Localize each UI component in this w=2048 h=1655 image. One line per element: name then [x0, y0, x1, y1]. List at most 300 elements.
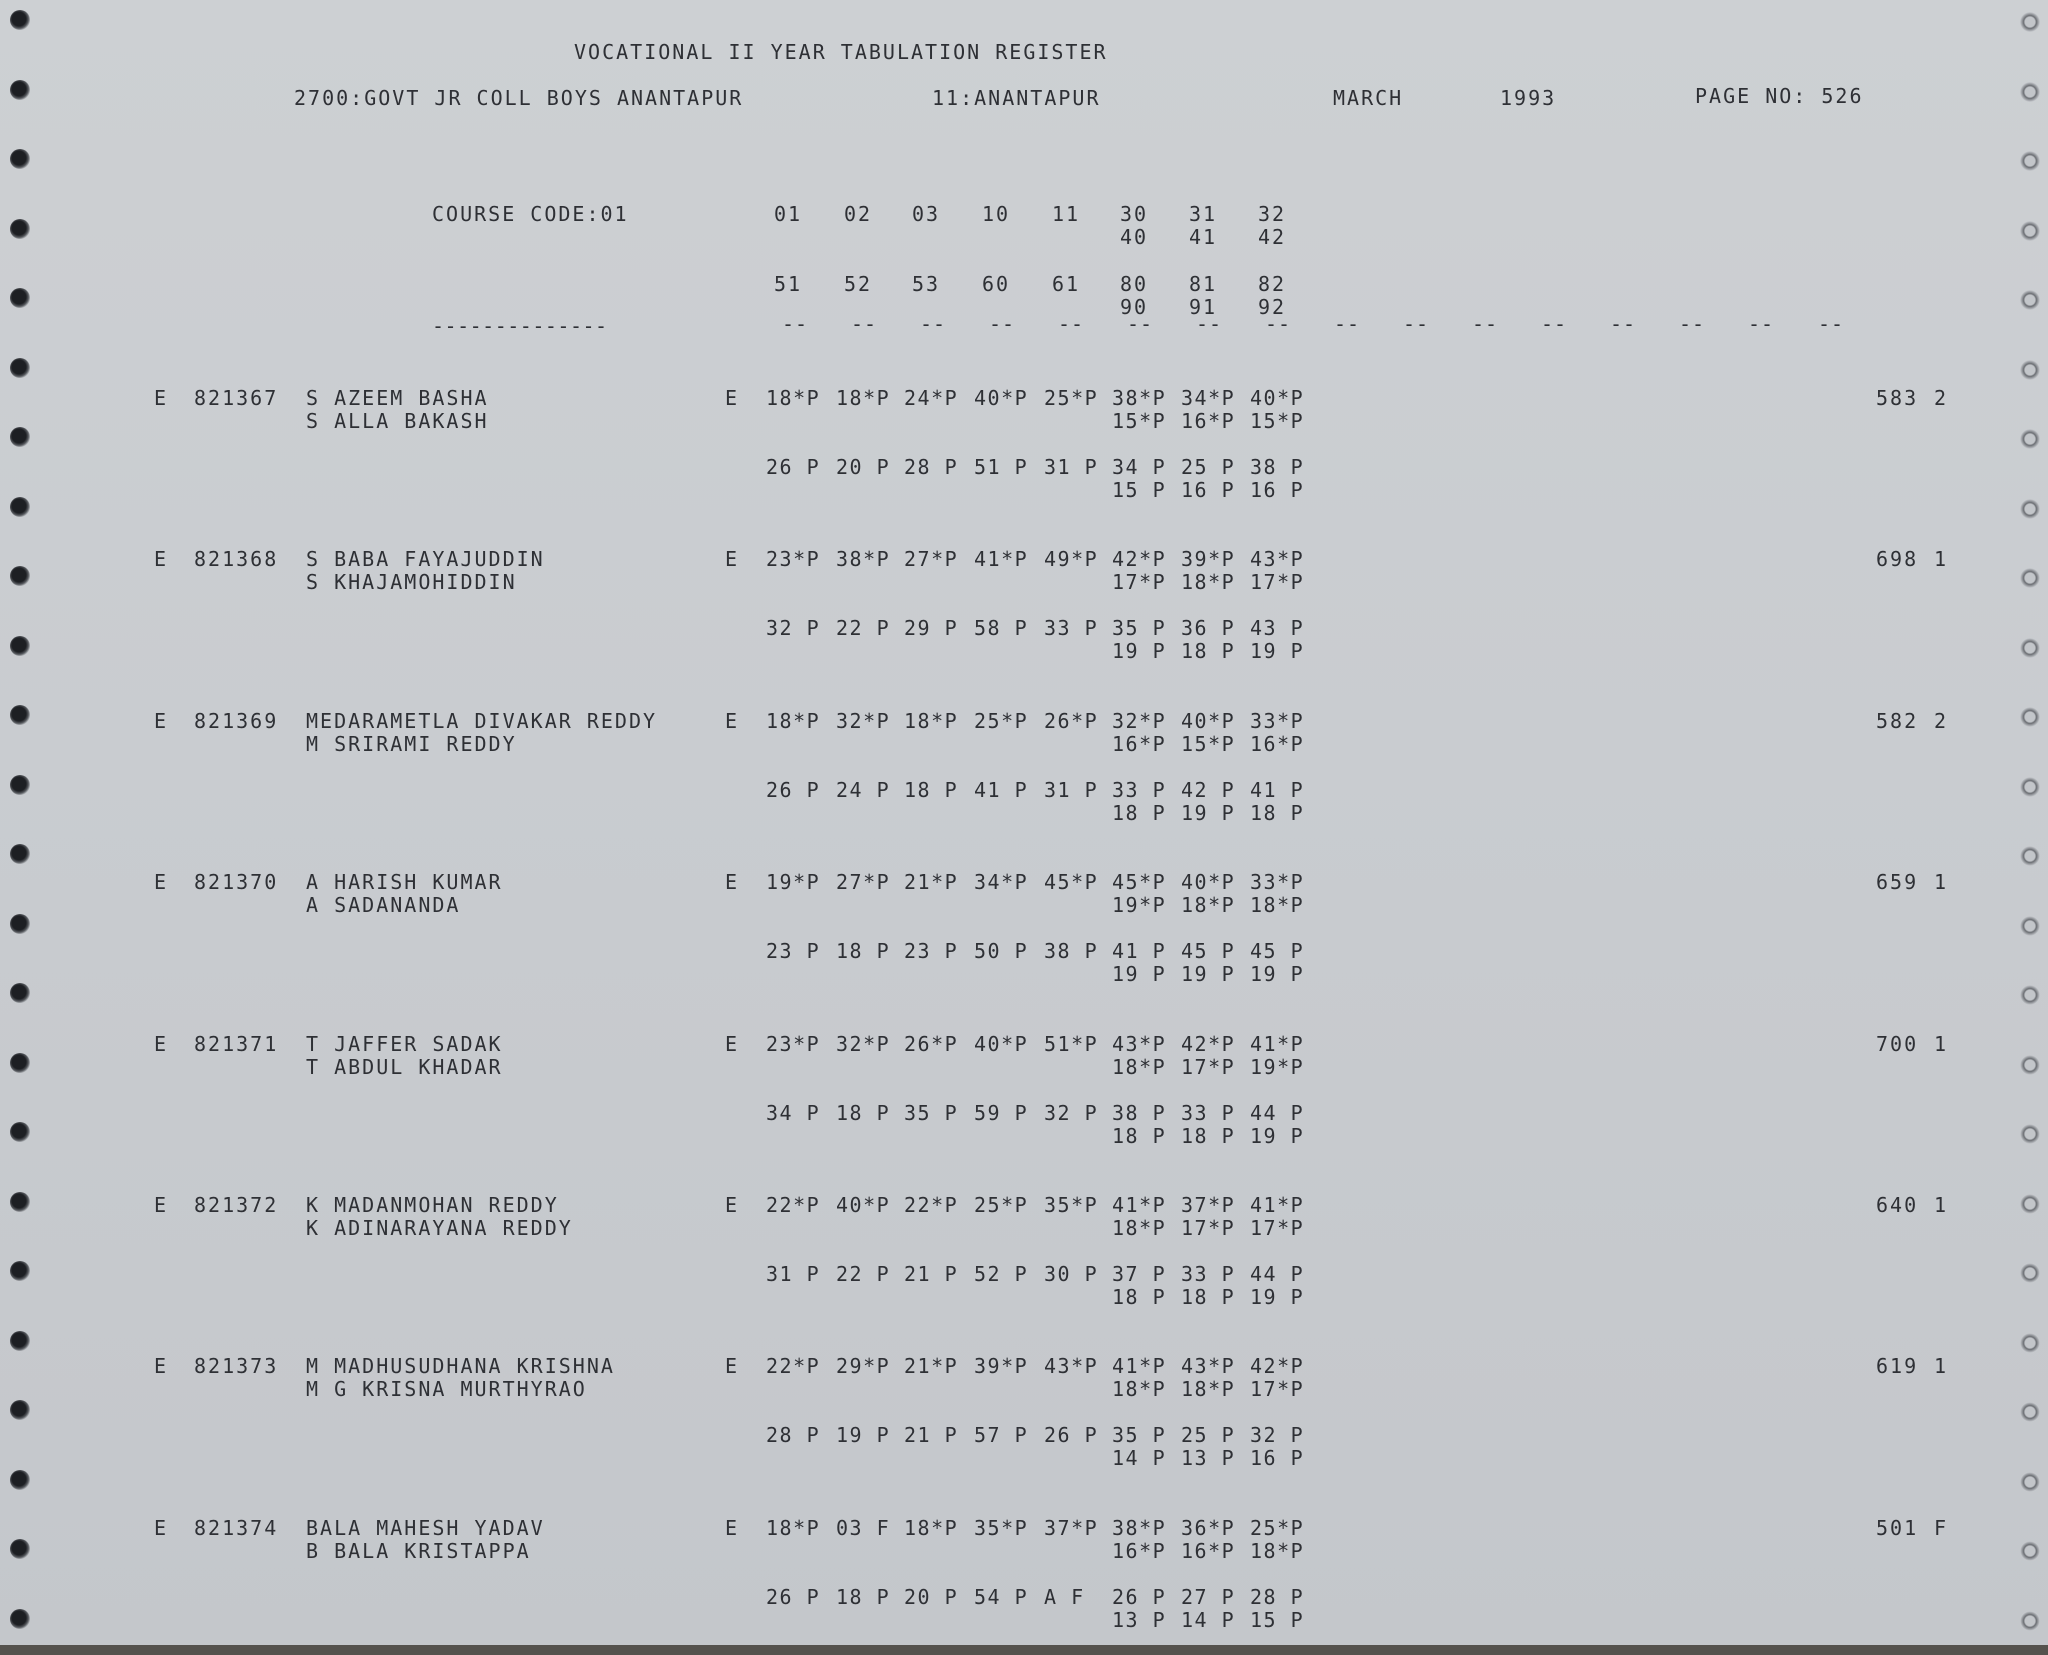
tractor-hole [10, 1261, 30, 1281]
total-marks: 619 [1876, 1354, 1919, 1378]
subject-mark: 13 P [1112, 1608, 1167, 1632]
subject-mark: 32 P [1250, 1423, 1305, 1447]
subject-mark: 03 F [836, 1516, 891, 1540]
tractor-hole [2020, 985, 2040, 1005]
tractor-hole [2020, 846, 2040, 866]
subject-mark: 33*P [1250, 870, 1305, 894]
tractor-hole [2020, 1055, 2040, 1075]
subject-mark: 16 P [1181, 478, 1236, 502]
tractor-hole [10, 149, 30, 169]
subject-mark: 16*P [1112, 1539, 1167, 1563]
total-marks: 583 [1876, 386, 1919, 410]
subject-mark: 29*P [836, 1354, 891, 1378]
tractor-hole [10, 844, 30, 864]
subject-mark: 16 P [1250, 1446, 1305, 1470]
tractor-hole [2020, 429, 2040, 449]
column-dash: -- [920, 312, 947, 336]
subject-mark: 35*P [974, 1516, 1029, 1540]
column-dash: -- [851, 312, 878, 336]
subject-mark: 17*P [1112, 570, 1167, 594]
tractor-hole [2020, 1124, 2040, 1144]
subject-mark: 26 P [1044, 1423, 1099, 1447]
medium-code: E [725, 547, 740, 571]
column-dash: -- [1196, 312, 1223, 336]
subject-mark: 18*P [1112, 1377, 1167, 1401]
subject-code: 30 [1120, 202, 1149, 226]
subject-mark: 38*P [1112, 1516, 1167, 1540]
subject-mark: 23 P [766, 939, 821, 963]
tractor-hole [10, 358, 30, 378]
father-name: T ABDUL KHADAR [306, 1055, 503, 1079]
subject-mark: 34*P [1181, 386, 1236, 410]
subject-mark: 18*P [1250, 893, 1305, 917]
medium-code: E [725, 1193, 740, 1217]
subject-mark: 37*P [1044, 1516, 1099, 1540]
column-dash: -- [1679, 312, 1706, 336]
right-tractor-holes [2012, 0, 2048, 1655]
subject-mark: 45 P [1181, 939, 1236, 963]
student-name: K MADANMOHAN REDDY [306, 1193, 559, 1217]
subject-code: 41 [1189, 225, 1218, 249]
tractor-hole [2020, 1333, 2040, 1353]
tractor-hole [10, 219, 30, 239]
column-dash: -- [1610, 312, 1637, 336]
subject-mark: 28 P [766, 1423, 821, 1447]
subject-mark: 43*P [1181, 1354, 1236, 1378]
tractor-hole [2020, 777, 2040, 797]
exam-month: MARCH [1333, 86, 1404, 110]
tractor-hole [2020, 221, 2040, 241]
subject-mark: 18*P [1250, 1539, 1305, 1563]
tractor-hole [2020, 290, 2040, 310]
subject-mark: 18 P [836, 939, 891, 963]
subject-mark: 18 P [1112, 1124, 1167, 1148]
father-name: M G KRISNA MURTHYRAO [306, 1377, 587, 1401]
subject-mark: 17*P [1250, 1377, 1305, 1401]
subject-mark: 26 P [766, 778, 821, 802]
subject-mark: 23 P [904, 939, 959, 963]
subject-mark: 42*P [1250, 1354, 1305, 1378]
tractor-hole [2020, 1541, 2040, 1561]
father-name: A SADANANDA [306, 893, 461, 917]
result-division: 1 [1934, 1354, 1949, 1378]
subject-mark: 17*P [1250, 570, 1305, 594]
result-division: 2 [1934, 386, 1949, 410]
subject-mark: 21 P [904, 1262, 959, 1286]
category-code: E [154, 1193, 169, 1217]
subject-mark: 22 P [836, 1262, 891, 1286]
subject-code: 80 [1120, 272, 1149, 296]
total-marks: 501 [1876, 1516, 1919, 1540]
subject-mark: 21*P [904, 870, 959, 894]
subject-mark: 40*P [836, 1193, 891, 1217]
subject-mark: 19 P [1181, 962, 1236, 986]
subject-mark: 18 P [1250, 801, 1305, 825]
column-dash: -- [1058, 312, 1085, 336]
roll-number: 821374 [194, 1516, 279, 1540]
subject-mark: 17*P [1181, 1216, 1236, 1240]
subject-mark: 35*P [1044, 1193, 1099, 1217]
subject-mark: 32 P [1044, 1101, 1099, 1125]
subject-mark: A F [1044, 1585, 1085, 1609]
subject-mark: 35 P [1112, 616, 1167, 640]
subject-mark: 38 P [1112, 1101, 1167, 1125]
subject-mark: 15 P [1250, 1608, 1305, 1632]
subject-mark: 58 P [974, 616, 1029, 640]
tractor-hole [10, 1539, 30, 1559]
subject-mark: 34 P [1112, 455, 1167, 479]
subject-mark: 57 P [974, 1423, 1029, 1447]
subject-mark: 18*P [904, 709, 959, 733]
subject-mark: 20 P [904, 1585, 959, 1609]
category-code: E [154, 547, 169, 571]
subject-mark: 18*P [1112, 1055, 1167, 1079]
subject-code: 11 [1052, 202, 1081, 226]
total-marks: 640 [1876, 1193, 1919, 1217]
subject-mark: 18*P [836, 386, 891, 410]
result-division: 2 [1934, 709, 1949, 733]
subject-mark: 18 P [1181, 1124, 1236, 1148]
subject-mark: 17*P [1250, 1216, 1305, 1240]
subject-mark: 22*P [766, 1354, 821, 1378]
subject-mark: 26 P [1112, 1585, 1167, 1609]
subject-mark: 19 P [1112, 639, 1167, 663]
subject-code: 42 [1258, 225, 1287, 249]
exam-year: 1993 [1500, 86, 1557, 110]
medium-code: E [725, 1354, 740, 1378]
district-name: 11:ANANTAPUR [932, 86, 1101, 110]
tractor-hole [10, 983, 30, 1003]
subject-mark: 18 P [836, 1585, 891, 1609]
course-underline: -------------- [432, 314, 608, 338]
student-name: S BABA FAYAJUDDIN [306, 547, 545, 571]
subject-mark: 32*P [836, 1032, 891, 1056]
subject-mark: 21*P [904, 1354, 959, 1378]
tractor-hole [2020, 12, 2040, 32]
subject-mark: 19 P [836, 1423, 891, 1447]
tractor-hole [2020, 499, 2040, 519]
medium-code: E [725, 870, 740, 894]
roll-number: 821371 [194, 1032, 279, 1056]
subject-code: 92 [1258, 295, 1287, 319]
subject-mark: 27*P [904, 547, 959, 571]
subject-mark: 16*P [1181, 1539, 1236, 1563]
tractor-hole [10, 775, 30, 795]
total-marks: 659 [1876, 870, 1919, 894]
medium-code: E [725, 386, 740, 410]
subject-mark: 31 P [766, 1262, 821, 1286]
column-dash: -- [1541, 312, 1568, 336]
result-division: 1 [1934, 547, 1949, 571]
subject-mark: 33 P [1181, 1101, 1236, 1125]
subject-code: 03 [912, 202, 941, 226]
subject-mark: 19 P [1250, 1285, 1305, 1309]
subject-mark: 36*P [1181, 1516, 1236, 1540]
subject-mark: 24 P [836, 778, 891, 802]
subject-mark: 38 P [1250, 455, 1305, 479]
subject-code: 60 [982, 272, 1011, 296]
subject-mark: 40*P [974, 1032, 1029, 1056]
subject-mark: 14 P [1112, 1446, 1167, 1470]
tractor-hole [10, 1609, 30, 1629]
subject-mark: 41 P [1112, 939, 1167, 963]
subject-mark: 25 P [1181, 455, 1236, 479]
subject-mark: 24*P [904, 386, 959, 410]
tractor-hole [2020, 360, 2040, 380]
roll-number: 821370 [194, 870, 279, 894]
student-name: S AZEEM BASHA [306, 386, 489, 410]
subject-mark: 41*P [1250, 1193, 1305, 1217]
subject-mark: 28 P [904, 455, 959, 479]
subject-mark: 13 P [1181, 1446, 1236, 1470]
subject-mark: 40*P [1181, 870, 1236, 894]
subject-code: 51 [774, 272, 803, 296]
subject-mark: 21 P [904, 1423, 959, 1447]
subject-mark: 22*P [904, 1193, 959, 1217]
subject-mark: 49*P [1044, 547, 1099, 571]
tractor-hole [10, 427, 30, 447]
tractor-hole [2020, 1611, 2040, 1631]
subject-code: 01 [774, 202, 803, 226]
subject-mark: 31 P [1044, 455, 1099, 479]
subject-mark: 25*P [1250, 1516, 1305, 1540]
subject-mark: 42*P [1181, 1032, 1236, 1056]
tractor-hole [2020, 1194, 2040, 1214]
total-marks: 700 [1876, 1032, 1919, 1056]
tractor-hole [10, 1470, 30, 1490]
subject-mark: 39*P [974, 1354, 1029, 1378]
category-code: E [154, 1516, 169, 1540]
subject-mark: 45*P [1112, 870, 1167, 894]
medium-code: E [725, 709, 740, 733]
column-dash: -- [1334, 312, 1361, 336]
subject-mark: 33 P [1181, 1262, 1236, 1286]
roll-number: 821369 [194, 709, 279, 733]
subject-mark: 15*P [1112, 409, 1167, 433]
tractor-hole [2020, 707, 2040, 727]
subject-mark: 25 P [1181, 1423, 1236, 1447]
subject-mark: 26*P [1044, 709, 1099, 733]
subject-mark: 32 P [766, 616, 821, 640]
subject-mark: 19 P [1112, 962, 1167, 986]
subject-mark: 25*P [974, 1193, 1029, 1217]
subject-code: 61 [1052, 272, 1081, 296]
subject-mark: 52 P [974, 1262, 1029, 1286]
column-dash: -- [1748, 312, 1775, 336]
course-code: COURSE CODE:01 [432, 202, 629, 226]
subject-mark: 18*P [904, 1516, 959, 1540]
subject-mark: 41 P [974, 778, 1029, 802]
tractor-hole [10, 636, 30, 656]
tractor-hole [10, 1331, 30, 1351]
medium-code: E [725, 1032, 740, 1056]
subject-mark: 44 P [1250, 1101, 1305, 1125]
subject-mark: 37 P [1112, 1262, 1167, 1286]
subject-mark: 17*P [1181, 1055, 1236, 1079]
subject-code: 10 [982, 202, 1011, 226]
subject-mark: 51 P [974, 455, 1029, 479]
subject-mark: 43 P [1250, 616, 1305, 640]
tractor-hole [2020, 568, 2040, 588]
subject-mark: 41*P [1250, 1032, 1305, 1056]
column-dash: -- [989, 312, 1016, 336]
roll-number: 821372 [194, 1193, 279, 1217]
subject-code: 53 [912, 272, 941, 296]
tractor-hole [10, 10, 30, 30]
father-name: S ALLA BAKASH [306, 409, 489, 433]
subject-mark: 18*P [1181, 570, 1236, 594]
medium-code: E [725, 1516, 740, 1540]
subject-mark: 31 P [1044, 778, 1099, 802]
subject-mark: 41 P [1250, 778, 1305, 802]
tractor-hole [10, 497, 30, 517]
subject-code: 40 [1120, 225, 1149, 249]
subject-mark: 32*P [836, 709, 891, 733]
subject-mark: 33 P [1112, 778, 1167, 802]
student-name: T JAFFER SADAK [306, 1032, 503, 1056]
tractor-hole [2020, 1263, 2040, 1283]
subject-mark: 35 P [1112, 1423, 1167, 1447]
subject-code: 02 [844, 202, 873, 226]
category-code: E [154, 1032, 169, 1056]
subject-mark: 25*P [974, 709, 1029, 733]
subject-mark: 29 P [904, 616, 959, 640]
subject-code: 31 [1189, 202, 1218, 226]
result-division: 1 [1934, 1032, 1949, 1056]
tractor-hole [2020, 82, 2040, 102]
tractor-hole [10, 705, 30, 725]
subject-code: 81 [1189, 272, 1218, 296]
subject-mark: 38 P [1044, 939, 1099, 963]
subject-mark: 19 P [1250, 639, 1305, 663]
subject-mark: 22*P [766, 1193, 821, 1217]
category-code: E [154, 1354, 169, 1378]
category-code: E [154, 709, 169, 733]
tractor-hole [2020, 1472, 2040, 1492]
column-dash: -- [1403, 312, 1430, 336]
column-dash: -- [782, 312, 809, 336]
tractor-hole [10, 288, 30, 308]
subject-mark: 25*P [1044, 386, 1099, 410]
tractor-hole [2020, 151, 2040, 171]
subject-mark: 22 P [836, 616, 891, 640]
subject-mark: 39*P [1181, 547, 1236, 571]
student-name: A HARISH KUMAR [306, 870, 503, 894]
subject-mark: 43*P [1044, 1354, 1099, 1378]
roll-number: 821367 [194, 386, 279, 410]
column-dash: -- [1127, 312, 1154, 336]
tractor-hole [10, 1400, 30, 1420]
result-division: 1 [1934, 1193, 1949, 1217]
paper-bottom-edge [0, 1645, 2048, 1655]
subject-mark: 38*P [836, 547, 891, 571]
subject-mark: 38*P [1112, 386, 1167, 410]
subject-mark: 15*P [1181, 732, 1236, 756]
subject-mark: 42 P [1181, 778, 1236, 802]
subject-mark: 18 P [1181, 1285, 1236, 1309]
page-number: PAGE NO: 526 [1695, 84, 1864, 108]
subject-mark: 18 P [1112, 801, 1167, 825]
column-dash: -- [1265, 312, 1292, 336]
subject-mark: 59 P [974, 1101, 1029, 1125]
subject-mark: 33*P [1250, 709, 1305, 733]
subject-mark: 26 P [766, 1585, 821, 1609]
subject-mark: 16 P [1250, 478, 1305, 502]
tractor-hole [10, 914, 30, 934]
subject-mark: 34*P [974, 870, 1029, 894]
subject-code: 82 [1258, 272, 1287, 296]
total-marks: 698 [1876, 547, 1919, 571]
subject-mark: 42*P [1112, 547, 1167, 571]
subject-mark: 18*P [766, 386, 821, 410]
left-tractor-holes [2, 0, 38, 1655]
subject-mark: 19*P [1112, 893, 1167, 917]
subject-mark: 35 P [904, 1101, 959, 1125]
subject-mark: 18*P [1181, 1377, 1236, 1401]
tractor-hole [10, 1122, 30, 1142]
subject-mark: 19 P [1250, 962, 1305, 986]
subject-mark: 15*P [1250, 409, 1305, 433]
subject-mark: 51*P [1044, 1032, 1099, 1056]
tractor-hole [10, 80, 30, 100]
subject-mark: 32*P [1112, 709, 1167, 733]
subject-mark: 26*P [904, 1032, 959, 1056]
subject-mark: 20 P [836, 455, 891, 479]
subject-mark: 45 P [1250, 939, 1305, 963]
result-division: 1 [1934, 870, 1949, 894]
subject-mark: 18 P [904, 778, 959, 802]
subject-mark: 45*P [1044, 870, 1099, 894]
student-name: BALA MAHESH YADAV [306, 1516, 545, 1540]
tractor-hole [2020, 1402, 2040, 1422]
subject-mark: 43*P [1112, 1032, 1167, 1056]
subject-mark: 14 P [1181, 1608, 1236, 1632]
subject-mark: 16*P [1112, 732, 1167, 756]
subject-mark: 27*P [836, 870, 891, 894]
subject-mark: 18*P [1181, 893, 1236, 917]
subject-mark: 18 P [836, 1101, 891, 1125]
column-dash: -- [1472, 312, 1499, 336]
father-name: B BALA KRISTAPPA [306, 1539, 531, 1563]
subject-mark: 18*P [766, 1516, 821, 1540]
subject-mark: 18 P [1112, 1285, 1167, 1309]
tractor-hole [2020, 916, 2040, 936]
subject-mark: 37*P [1181, 1193, 1236, 1217]
subject-mark: 40*P [1250, 386, 1305, 410]
subject-mark: 26 P [766, 455, 821, 479]
subject-mark: 15 P [1112, 478, 1167, 502]
father-name: K ADINARAYANA REDDY [306, 1216, 573, 1240]
category-code: E [154, 386, 169, 410]
subject-mark: 43*P [1250, 547, 1305, 571]
total-marks: 582 [1876, 709, 1919, 733]
subject-mark: 54 P [974, 1585, 1029, 1609]
father-name: M SRIRAMI REDDY [306, 732, 517, 756]
subject-mark: 40*P [1181, 709, 1236, 733]
subject-mark: 44 P [1250, 1262, 1305, 1286]
roll-number: 821373 [194, 1354, 279, 1378]
subject-mark: 16*P [1181, 409, 1236, 433]
father-name: S KHAJAMOHIDDIN [306, 570, 517, 594]
subject-code: 90 [1120, 295, 1149, 319]
subject-mark: 16*P [1250, 732, 1305, 756]
subject-mark: 33 P [1044, 616, 1099, 640]
subject-mark: 19 P [1181, 801, 1236, 825]
tractor-hole [2020, 638, 2040, 658]
subject-mark: 18*P [1112, 1216, 1167, 1240]
subject-mark: 19 P [1250, 1124, 1305, 1148]
subject-mark: 30 P [1044, 1262, 1099, 1286]
